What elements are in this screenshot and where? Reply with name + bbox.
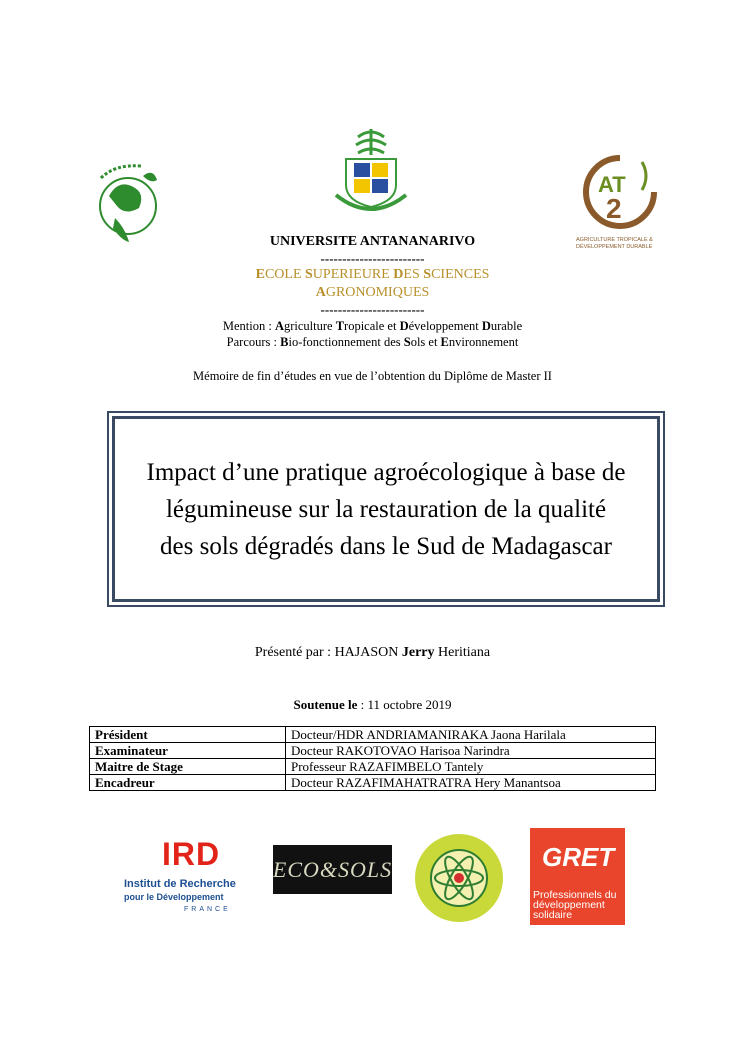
school-name-line1 <box>0 267 745 283</box>
title-line-1: Impact d’une pratique agroécologique à base de <box>146 458 626 486</box>
table-row <box>90 727 656 743</box>
university-name: UNIVERSITE ANTANANARIVO <box>269 234 476 249</box>
gret-mark: GRET <box>542 842 615 872</box>
initial-letter: D <box>393 267 404 282</box>
presented-by-prefix: Présenté par : HAJASON <box>254 645 402 660</box>
defense-date <box>0 697 745 713</box>
jury-role: Maitre de Stage <box>90 759 286 775</box>
table-row <box>90 743 656 759</box>
initial-letter: A <box>274 319 284 333</box>
initial-letter: B <box>280 335 289 349</box>
text-fragment: CIENCES <box>431 267 490 282</box>
gret-line-1: Professionnels du <box>533 889 617 901</box>
defense-date-value: : 11 octobre 2019 <box>357 697 452 712</box>
initial-letter: S <box>423 267 432 282</box>
initial-letter: S <box>305 267 313 282</box>
title-frame <box>107 411 665 607</box>
jury-role: Examinateur <box>90 743 286 759</box>
jury-member: Docteur/HDR ANDRIAMANIRAKA Jaona Harilala <box>286 727 656 743</box>
initial-letter: E <box>255 267 265 282</box>
initial-letter: D <box>399 319 409 333</box>
text-fragment: griculture <box>283 319 336 333</box>
memoire-line: Mémoire de fin d’études en vue de l’obtention du Diplôme de Master II <box>193 369 552 383</box>
eco-sols-text: ECO&SOLS <box>272 856 393 882</box>
jury-role: Président <box>90 727 286 743</box>
text-fragment: ols et <box>410 335 441 349</box>
university-seal-logo <box>328 125 414 218</box>
table-row <box>90 759 656 775</box>
presented-by <box>0 645 745 661</box>
separator-1: ------------------------ <box>320 251 425 266</box>
table-row <box>90 775 656 791</box>
gret-line-2: développement <box>533 899 605 911</box>
initial-letter: E <box>440 335 449 349</box>
jury-member: Professeur RAZAFIMBELO Tantely <box>286 759 656 775</box>
text-fragment: COLE <box>264 267 305 282</box>
text-fragment: urable <box>490 319 523 333</box>
text-fragment: éveloppement <box>408 319 482 333</box>
text-fragment: GRONOMIQUES <box>325 285 430 300</box>
title-line-3: des sols dégradés dans le Sud de Madagascar <box>160 532 612 560</box>
initial-letter: S <box>403 335 411 349</box>
mention-line <box>0 319 745 334</box>
initial-letter: A <box>315 285 326 300</box>
text-fragment: Parcours : <box>226 335 281 349</box>
text-fragment: UPERIEURE <box>312 267 394 282</box>
ird-line-3: FRANCE <box>184 906 231 913</box>
text-fragment: ES <box>403 267 424 282</box>
text-fragment: nvironnement <box>448 335 519 349</box>
jury-table <box>89 726 656 791</box>
jury-member: Docteur RAKOTOVAO Harisoa Narindra <box>286 743 656 759</box>
text-fragment: ropicale et <box>344 319 400 333</box>
title-line-2: légumineuse sur la restauration de la qualité <box>165 495 607 523</box>
separator-2: ------------------------ <box>320 302 425 317</box>
atd-mark: AT <box>598 172 626 197</box>
ird-line-2: pour le Développement <box>124 892 224 902</box>
parcours-line <box>0 335 745 350</box>
jury-member: Docteur RAZAFIMAHATRATRA Hery Manantsoa <box>286 775 656 791</box>
gret-line-3: solidaire <box>533 909 573 921</box>
text-fragment: Mention : <box>222 319 275 333</box>
atd-caption-2: DÉVELOPPEMENT DURABLE <box>576 244 653 250</box>
title-inner-frame <box>112 416 660 602</box>
ird-line-1: Institut de Recherche <box>124 878 236 890</box>
school-name-line2 <box>0 285 745 301</box>
globe-logo-left <box>95 158 165 246</box>
presented-by-suffix: Heritiana <box>434 645 491 660</box>
gret-logo <box>530 828 625 925</box>
ird-mark: IRD <box>162 836 221 872</box>
initial-letter: T <box>335 319 345 333</box>
atd-numeral: 2 <box>606 193 622 224</box>
jury-role: Encadreur <box>90 775 286 791</box>
defense-label: Soutenue le <box>293 697 358 712</box>
thesis-title <box>139 454 634 565</box>
author-first-name: Jerry <box>401 645 435 660</box>
initial-letter: D <box>481 319 491 333</box>
text-fragment: io-fonctionnement des <box>288 335 404 349</box>
eco-sols-logo <box>273 845 392 894</box>
ird-logo <box>124 836 244 916</box>
radioisotopes-lab-logo <box>411 832 507 924</box>
atd-caption-1: AGRICULTURE TROPICALE & <box>576 237 653 243</box>
